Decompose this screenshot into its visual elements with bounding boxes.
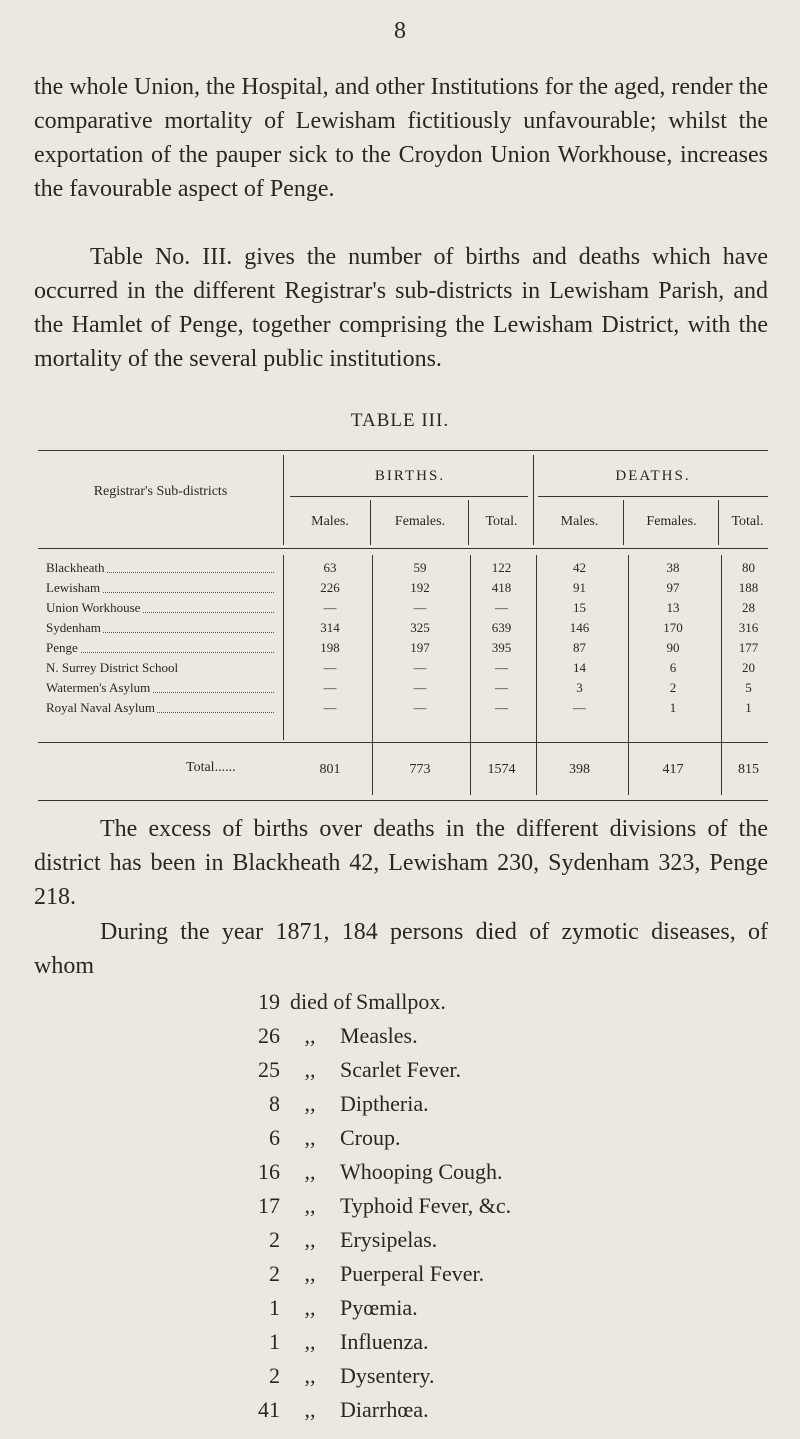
disease-count: 25: [258, 1057, 280, 1082]
table-cell: 87: [573, 640, 586, 655]
list-item: [0, 1053, 800, 1087]
table-cell: 639: [491, 620, 512, 635]
table-cell: 28: [742, 600, 755, 615]
total-cell: 773: [409, 762, 431, 777]
table-cell: 13: [666, 600, 680, 615]
list-item: [0, 1155, 800, 1189]
table-cell: —: [495, 660, 508, 675]
list-item: [0, 1121, 800, 1155]
table-cell: 90: [666, 640, 680, 655]
table-row-label: Union Workhouse: [46, 598, 280, 617]
table-cell: 59: [413, 560, 427, 575]
col-divider: [370, 500, 371, 545]
col-header-deaths-females: Females.: [646, 514, 697, 529]
disease-count: 1: [269, 1329, 280, 1354]
table-cell: 177: [738, 640, 759, 655]
disease-name: Pyœmia.: [340, 1295, 418, 1320]
deaths-header: DEATHS.: [615, 468, 691, 484]
disease-name: Erysipelas.: [340, 1227, 438, 1252]
ditto-mark: ,,: [304, 1159, 316, 1184]
table-cell: —: [413, 700, 427, 715]
table-cell: 170: [663, 620, 683, 635]
col-header-births-males: Males.: [311, 514, 349, 529]
table-cell: 325: [410, 620, 430, 635]
list-item: [0, 1393, 800, 1427]
ditto-mark: ,,: [304, 1125, 316, 1150]
disease-name: Influenza.: [340, 1329, 429, 1354]
table-cell: —: [495, 600, 508, 615]
col-divider: [623, 500, 624, 545]
total-cell: 417: [662, 762, 684, 777]
table-cell: 38: [666, 560, 680, 575]
paragraph-4: During the year 1871, 184 persons died of zymotic diseases, of whom: [34, 919, 768, 979]
row-header: Registrar's Sub-districts: [93, 484, 228, 499]
table-row-label: Penge: [46, 638, 280, 657]
disease-count: 16: [258, 1159, 280, 1184]
table-cell: 226: [320, 580, 340, 595]
disease-count: 19: [258, 989, 280, 1014]
table-cell: —: [495, 680, 508, 695]
table-row-label: Sydenham: [46, 618, 280, 637]
paragraph-3: The excess of births over deaths in the different divisions of the district has been in Blackheath 42, Lewisham 230, Sydenham 323, Penge 218.: [34, 816, 768, 910]
col-header-deaths-males: Males.: [560, 514, 599, 529]
table-cell: —: [323, 680, 337, 695]
ditto-mark: ,,: [304, 1261, 316, 1286]
table-cell: 6: [669, 660, 677, 675]
table-top-rule: [38, 450, 768, 451]
ditto-mark: ,,: [304, 1295, 316, 1320]
table-cell: 197: [410, 640, 430, 655]
table-cell: 3: [576, 680, 583, 695]
table-cell: 188: [738, 580, 759, 595]
table-cell: 97: [666, 580, 680, 595]
table-title: TABLE III.: [350, 410, 450, 431]
total-cell: 398: [569, 762, 590, 777]
disease-name: Measles.: [340, 1023, 418, 1048]
table-cell: —: [413, 660, 427, 675]
col-header-deaths-total: Total.: [731, 514, 764, 529]
disease-name: Dysentery.: [340, 1363, 435, 1388]
table-cell: 91: [573, 580, 586, 595]
disease-count: 2: [269, 1261, 280, 1286]
disease-count: 2: [269, 1363, 280, 1388]
total-cell: 1574: [487, 762, 516, 777]
table-cell: 192: [410, 580, 430, 595]
col-divider: [283, 555, 284, 740]
table-cell: 2: [669, 680, 677, 695]
table-row-label: Lewisham: [46, 578, 280, 597]
table-cell: —: [495, 700, 508, 715]
table-cell: 15: [573, 600, 586, 615]
table-row-label: Royal Naval Asylum: [46, 698, 280, 717]
table-cell: 1: [669, 700, 677, 715]
disease-count: 17: [258, 1193, 280, 1218]
births-subheader-rule: [290, 496, 528, 497]
table-cell: 80: [742, 560, 755, 575]
disease-name: Typhoid Fever, &c.: [340, 1193, 512, 1218]
disease-name: Diptheria.: [340, 1091, 429, 1116]
table-cell: 20: [742, 660, 755, 675]
table-cell: 418: [491, 580, 512, 595]
total-label: Total......: [186, 760, 236, 775]
table-cell: —: [413, 600, 427, 615]
table-row-label: N. Surrey District School: [46, 660, 179, 675]
deaths-subheader-rule: [538, 496, 768, 497]
table-cell: 198: [320, 640, 340, 655]
table-cell: —: [323, 600, 337, 615]
disease-count: 26: [258, 1023, 280, 1048]
paragraph-1: the whole Union, the Hospital, and other Institutions for the aged, render the comparative mortality of Lewisham fictitiously unfavourable; whilst the exportation of the pauper sick to the Croydon Union Workhouse, increases the favourable aspect of Penge.: [34, 74, 768, 202]
table-total-rule: [38, 742, 768, 743]
disease-name: Diarrhœa.: [340, 1397, 429, 1422]
table-row-label: Watermen's Asylum: [46, 678, 280, 697]
ditto-mark: ,,: [304, 1091, 316, 1116]
disease-count: 1: [269, 1295, 280, 1320]
total-cell: 815: [738, 762, 759, 777]
table-cell: 1: [745, 700, 752, 715]
table-cell: 395: [491, 640, 512, 655]
table-cell: 63: [323, 560, 337, 575]
table-cell: —: [413, 680, 427, 695]
list-item: [0, 1189, 800, 1223]
ditto-mark: ,,: [304, 1023, 316, 1048]
disease-name: Smallpox.: [356, 989, 446, 1014]
col-header-births-total: Total.: [485, 514, 518, 529]
disease-count: 6: [269, 1125, 280, 1150]
ditto-mark: ,,: [304, 1227, 316, 1252]
table-cell: —: [323, 700, 337, 715]
col-divider: [283, 455, 284, 545]
table-cell: 316: [738, 620, 759, 635]
list-item: [0, 1291, 800, 1325]
list-item: [0, 1359, 800, 1393]
page-number: 8: [394, 18, 406, 44]
disease-count: 2: [269, 1227, 280, 1252]
list-item: [0, 1223, 800, 1257]
list-item: [0, 1019, 800, 1053]
births-header: BIRTHS.: [374, 468, 446, 484]
table-row-label: Blackheath: [46, 558, 280, 577]
disease-name: Croup.: [340, 1125, 401, 1150]
col-divider: [468, 500, 469, 545]
list-item: [0, 1087, 800, 1121]
disease-name: Scarlet Fever.: [340, 1057, 461, 1082]
table-cell: —: [323, 660, 337, 675]
ditto-mark: ,,: [304, 1363, 316, 1388]
disease-name: Puerperal Fever.: [340, 1261, 485, 1286]
table-header-rule: [38, 548, 768, 549]
table-bottom-rule: [38, 800, 768, 801]
ditto-mark: ,,: [304, 1329, 316, 1354]
col-divider: [533, 455, 534, 545]
ditto-mark: ,,: [304, 1397, 316, 1422]
disease-name: Whooping Cough.: [340, 1159, 503, 1184]
table-cell: 146: [569, 620, 590, 635]
table-cell: 314: [320, 620, 340, 635]
disease-count: 8: [269, 1091, 280, 1116]
ditto-mark: ,,: [304, 1057, 316, 1082]
table-cell: 14: [573, 660, 586, 675]
table-cell: 122: [491, 560, 512, 575]
col-header-births-females: Females.: [394, 514, 446, 529]
disease-count: 41: [258, 1397, 280, 1422]
total-cell: 801: [319, 762, 341, 777]
paragraph-2: Table No. III. gives the number of births and deaths which have occurred in the different Registrar's sub-districts in Lewisham Parish, and the Hamlet of Penge, together comprising the Lewisham District, with the mortality of the several public institutions.: [34, 244, 768, 372]
list-item: [0, 985, 800, 1019]
table-cell: 42: [573, 560, 586, 575]
col-divider: [718, 500, 719, 545]
list-item: [0, 1325, 800, 1359]
table-cell: 5: [745, 680, 752, 695]
table-cell: —: [573, 700, 586, 715]
ditto-mark: ,,: [304, 1193, 316, 1218]
list-item: [0, 1257, 800, 1291]
disease-prefix: died of: [290, 989, 352, 1014]
